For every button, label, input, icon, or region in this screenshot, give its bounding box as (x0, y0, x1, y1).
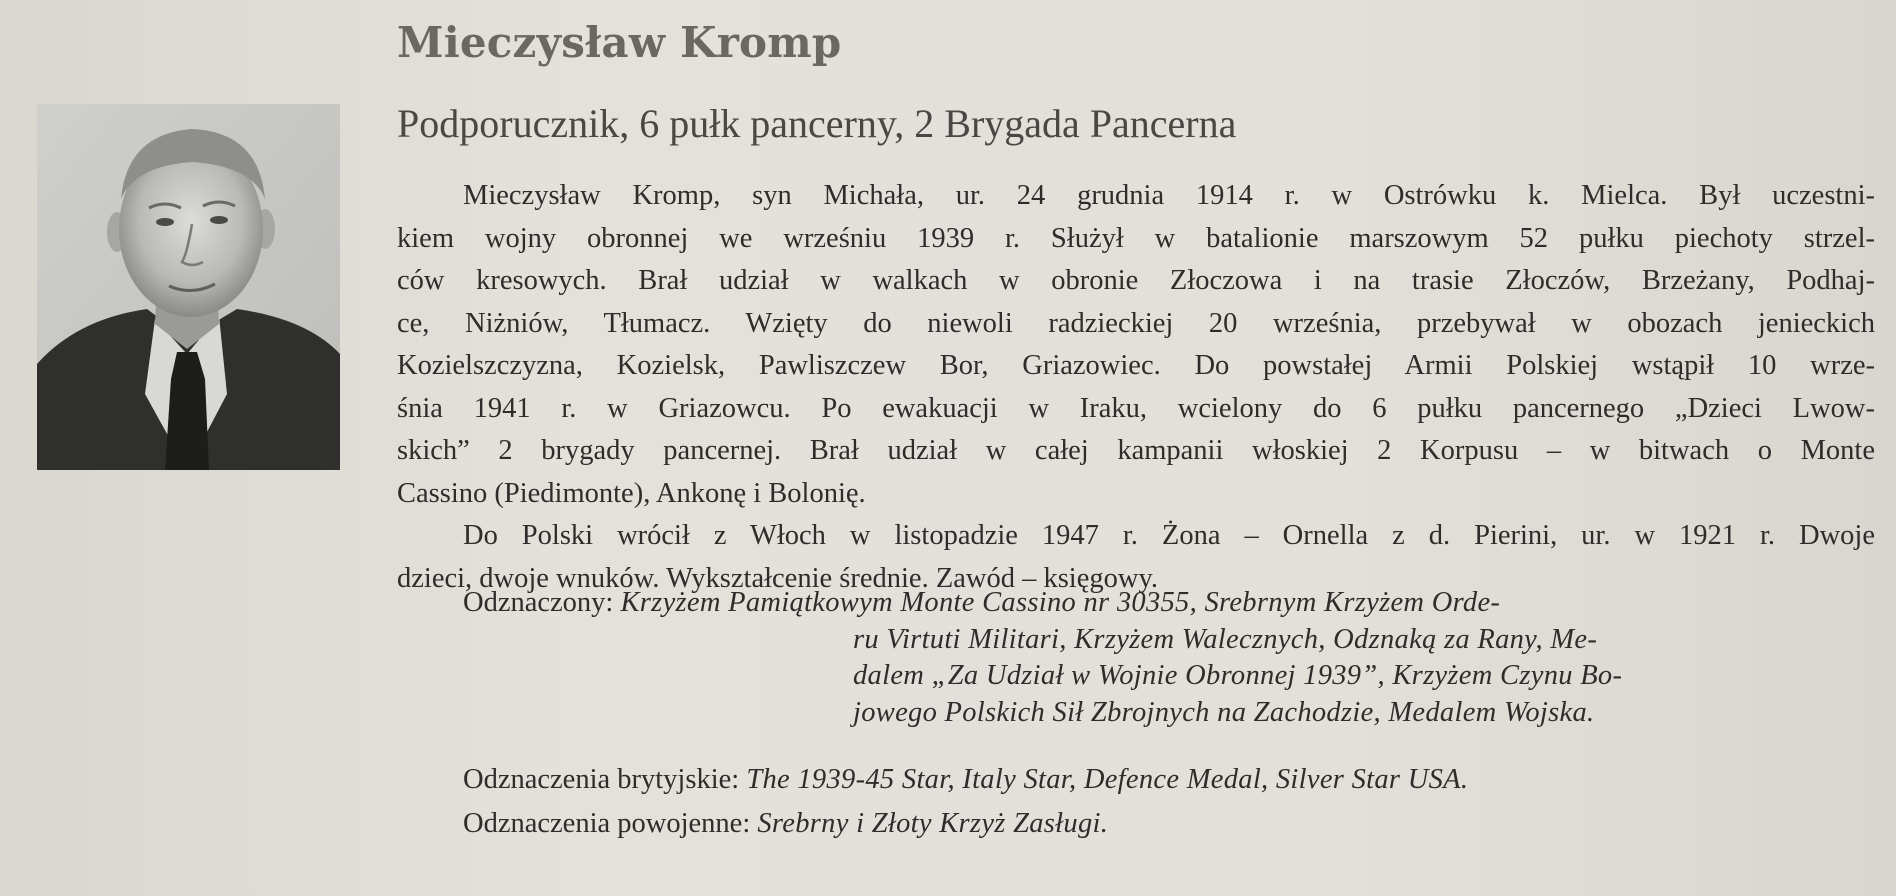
decorations-label: Odznaczony: (463, 587, 614, 618)
bio-line: ców kresowych. Brał udział w walkach w obronie Złoczowa i na trasie Złoczów, Brzeżany, Podhaj- (397, 265, 1875, 296)
bio-line: skich” 2 brygady pancernej. Brał udział w całej kampanii włoskiej 2 Korpusu – w bitwach o Monte (397, 435, 1875, 466)
bio-line: Do Polski wrócił z Włoch w listopadzie 1947 r. Żona – Ornella z d. Pierini, ur. w 1921 r. Dwoje (463, 520, 1875, 551)
portrait-image (37, 104, 340, 470)
decorations-line (463, 695, 1875, 732)
british-value: The 1939-45 Star, Italy Star, Defence Medal, Silver Star USA. (746, 764, 1469, 795)
postwar-decorations (463, 802, 1468, 846)
other-decorations (463, 758, 1468, 846)
british-decorations (463, 758, 1468, 802)
bio-line: Mieczysław Kromp, syn Michała, ur. 24 grudnia 1914 r. w Ostrówku k. Mielca. Był uczestni- (463, 180, 1875, 211)
decorations-line (463, 585, 1875, 622)
bio-line: śnia 1941 r. w Griazowcu. Po ewakuacji w Iraku, wcielony do 6 pułku pancernego „Dzieci Lwow- (397, 392, 1875, 424)
decorations-line (463, 658, 1875, 695)
postwar-value: Srebrny i Złoty Krzyż Zasługi. (757, 808, 1109, 839)
decorations-value: dalem „Za Udział w Wojnie Obronnej 1939”, Krzyżem Czynu Bo- (853, 660, 1623, 691)
decorations-value: ru Virtuti Militari, Krzyżem Walecznych, Odznaką za Rany, Me- (853, 623, 1598, 655)
british-label: Odznaczenia brytyjskie: (463, 764, 740, 795)
bio-line: dzieci, dwoje wnuków. Wykształcenie średnie. Zawód – księgowy. (397, 562, 1158, 594)
bio-line: Kozielszczyzna, Kozielsk, Pawliszczew Bor, Griazowiec. Do powstałej Armii Polskiej wstąpił 10 wrze- (397, 350, 1875, 381)
person-name: Mieczysław Kromp (397, 18, 842, 67)
biography (397, 175, 1875, 600)
postwar-label: Odznaczenia powojenne: (463, 808, 751, 839)
decorations-line (463, 622, 1875, 659)
decorations-value: jowego Polskich Sił Zbrojnych na Zachodzie, Medalem Wojska. (853, 696, 1595, 728)
decorations-value: Krzyżem Pamiątkowym Monte Cassino nr 30355, Srebrnym Krzyżem Orde- (620, 587, 1501, 618)
bio-line: kiem wojny obronnej we wrześniu 1939 r. Służył w batalionie marszowym 52 pułku piechoty strzel- (397, 222, 1875, 254)
portrait-photo (37, 104, 340, 470)
decorations (463, 585, 1875, 731)
bio-line: ce, Niżniów, Tłumacz. Wzięty do niewoli radzieckiej 20 września, przebywał w obozach jenieckich (397, 307, 1875, 339)
rank-unit: Podporucznik, 6 pułk pancerny, 2 Brygada Pancerna (397, 101, 1237, 146)
bio-line: Cassino (Piedimonte), Ankonę i Bolonię. (397, 477, 866, 509)
